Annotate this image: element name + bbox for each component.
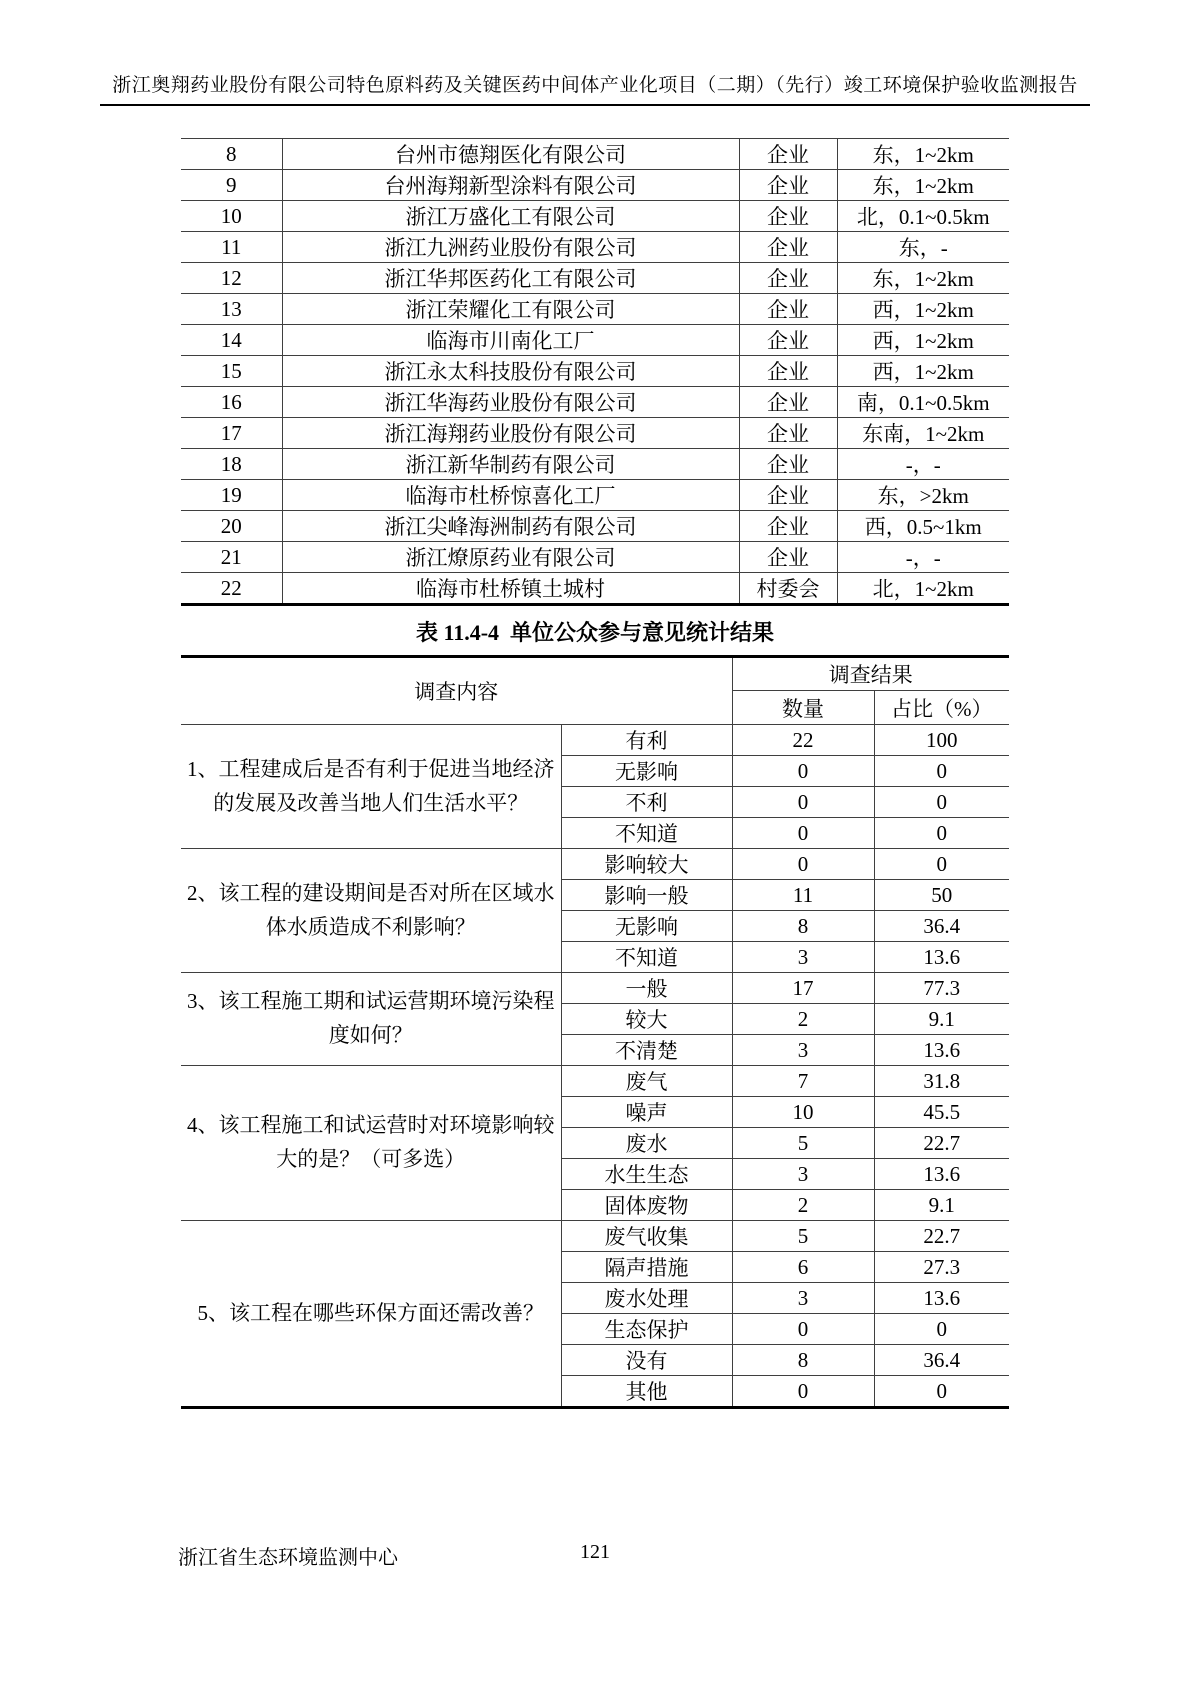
facility-name: 浙江华邦医药化工有限公司 xyxy=(282,263,739,294)
survey-option-label: 不清楚 xyxy=(561,1035,732,1066)
facility-name: 浙江海翔药业股份有限公司 xyxy=(282,418,739,449)
survey-question: 1、工程建成后是否有利于促进当地经济的发展及改善当地人们生活水平？ xyxy=(181,725,561,849)
survey-question: 2、该工程的建设期间是否对所在区域水体水质造成不利影响？ xyxy=(181,849,561,973)
facility-number: 16 xyxy=(181,387,282,418)
survey-option-label: 隔声措施 xyxy=(561,1252,732,1283)
survey-option-count: 6 xyxy=(732,1252,874,1283)
page-number: 121 xyxy=(580,1541,610,1563)
facility-type: 企业 xyxy=(739,232,837,263)
facility-row xyxy=(181,139,1009,170)
facility-number: 10 xyxy=(181,201,282,232)
survey-option-count: 10 xyxy=(732,1097,874,1128)
facility-row xyxy=(181,263,1009,294)
facility-type: 企业 xyxy=(739,356,837,387)
facility-name: 浙江万盛化工有限公司 xyxy=(282,201,739,232)
survey-option-label: 其他 xyxy=(561,1376,732,1408)
facility-type: 企业 xyxy=(739,139,837,170)
facility-name: 台州市德翔医化有限公司 xyxy=(282,139,739,170)
survey-option-count: 22 xyxy=(732,725,874,756)
facility-direction-distance: 西，1~2km xyxy=(837,356,1009,387)
facility-direction-distance: 西，1~2km xyxy=(837,294,1009,325)
survey-option-percent: 0 xyxy=(874,787,1009,818)
facility-name: 浙江华海药业股份有限公司 xyxy=(282,387,739,418)
survey-header-count: 数量 xyxy=(732,691,874,725)
facility-number: 11 xyxy=(181,232,282,263)
facility-direction-distance: 西，1~2km xyxy=(837,325,1009,356)
facility-number: 21 xyxy=(181,542,282,573)
facility-number: 12 xyxy=(181,263,282,294)
facility-type: 企业 xyxy=(739,201,837,232)
facility-direction-distance: 北，1~2km xyxy=(837,573,1009,605)
survey-option-count: 3 xyxy=(732,1159,874,1190)
facility-row xyxy=(181,573,1009,605)
survey-option-label: 不知道 xyxy=(561,942,732,973)
survey-option-percent: 13.6 xyxy=(874,1159,1009,1190)
report-header xyxy=(100,74,1090,106)
survey-option-label: 影响一般 xyxy=(561,880,732,911)
facility-type: 企业 xyxy=(739,418,837,449)
facility-name: 临海市川南化工厂 xyxy=(282,325,739,356)
survey-option-count: 0 xyxy=(732,1314,874,1345)
facility-name: 浙江尖峰海洲制药有限公司 xyxy=(282,511,739,542)
facility-name: 台州海翔新型涂料有限公司 xyxy=(282,170,739,201)
survey-option-percent: 45.5 xyxy=(874,1097,1009,1128)
survey-option-count: 3 xyxy=(732,1283,874,1314)
facility-row xyxy=(181,511,1009,542)
facility-row xyxy=(181,356,1009,387)
survey-row xyxy=(181,1066,1009,1097)
survey-header-row-top xyxy=(181,657,1009,691)
report-header-title: 浙江奥翔药业股份有限公司特色原料药及关键医药中间体产业化项目（二期）（先行）竣工环境保护验收监测报告 xyxy=(112,75,1078,96)
survey-row xyxy=(181,1221,1009,1252)
survey-option-percent: 100 xyxy=(874,725,1009,756)
survey-option-count: 0 xyxy=(732,849,874,880)
survey-option-count: 11 xyxy=(732,880,874,911)
survey-option-label: 影响较大 xyxy=(561,849,732,880)
survey-option-percent: 9.1 xyxy=(874,1004,1009,1035)
facility-type: 企业 xyxy=(739,449,837,480)
facility-name: 浙江新华制药有限公司 xyxy=(282,449,739,480)
facility-number: 15 xyxy=(181,356,282,387)
survey-option-label: 没有 xyxy=(561,1345,732,1376)
survey-option-count: 7 xyxy=(732,1066,874,1097)
survey-question: 3、该工程施工期和试运营期环境污染程度如何？ xyxy=(181,973,561,1066)
survey-option-label: 不知道 xyxy=(561,818,732,849)
survey-option-count: 0 xyxy=(732,756,874,787)
facility-row xyxy=(181,201,1009,232)
survey-option-count: 8 xyxy=(732,1345,874,1376)
survey-row xyxy=(181,725,1009,756)
facility-name: 浙江九洲药业股份有限公司 xyxy=(282,232,739,263)
facility-name: 浙江荣耀化工有限公司 xyxy=(282,294,739,325)
survey-option-percent: 0 xyxy=(874,1314,1009,1345)
survey-option-count: 5 xyxy=(732,1128,874,1159)
survey-question: 4、该工程施工和试运营时对环境影响较大的是？（可多选） xyxy=(181,1066,561,1221)
facility-number: 14 xyxy=(181,325,282,356)
survey-table-body xyxy=(181,657,1009,1408)
facility-direction-distance: 东，1~2km xyxy=(837,170,1009,201)
facility-direction-distance: 东，1~2km xyxy=(837,139,1009,170)
survey-option-label: 废气收集 xyxy=(561,1221,732,1252)
survey-option-percent: 27.3 xyxy=(874,1252,1009,1283)
facility-type: 企业 xyxy=(739,387,837,418)
survey-option-percent: 77.3 xyxy=(874,973,1009,1004)
survey-option-count: 17 xyxy=(732,973,874,1004)
facility-type: 企业 xyxy=(739,325,837,356)
facility-row xyxy=(181,387,1009,418)
facility-direction-distance: 西，0.5~1km xyxy=(837,511,1009,542)
survey-option-percent: 13.6 xyxy=(874,1283,1009,1314)
facility-number: 22 xyxy=(181,573,282,605)
survey-question: 5、该工程在哪些环保方面还需改善？ xyxy=(181,1221,561,1408)
facility-type: 企业 xyxy=(739,480,837,511)
facility-direction-distance: 南，0.1~0.5km xyxy=(837,387,1009,418)
survey-option-label: 有利 xyxy=(561,725,732,756)
facility-name: 临海市杜桥惊喜化工厂 xyxy=(282,480,739,511)
facility-type: 企业 xyxy=(739,263,837,294)
survey-option-label: 不利 xyxy=(561,787,732,818)
footer-organization: 浙江省生态环境监测中心 xyxy=(178,1547,398,1569)
survey-option-label: 无影响 xyxy=(561,911,732,942)
survey-option-percent: 22.7 xyxy=(874,1128,1009,1159)
facility-number: 19 xyxy=(181,480,282,511)
facility-direction-distance: 东，1~2km xyxy=(837,263,1009,294)
facility-row xyxy=(181,294,1009,325)
facility-type: 企业 xyxy=(739,511,837,542)
facility-row xyxy=(181,325,1009,356)
facility-direction-distance: 北，0.1~0.5km xyxy=(837,201,1009,232)
facility-type: 企业 xyxy=(739,542,837,573)
facility-row xyxy=(181,418,1009,449)
survey-option-count: 0 xyxy=(732,1376,874,1408)
survey-option-label: 废水 xyxy=(561,1128,732,1159)
survey-option-label: 水生生态 xyxy=(561,1159,732,1190)
survey-option-label: 一般 xyxy=(561,973,732,1004)
facility-number: 18 xyxy=(181,449,282,480)
survey-header-result: 调查结果 xyxy=(732,657,1009,691)
facility-type: 企业 xyxy=(739,170,837,201)
survey-option-label: 较大 xyxy=(561,1004,732,1035)
facility-name: 浙江永太科技股份有限公司 xyxy=(282,356,739,387)
survey-option-count: 3 xyxy=(732,1035,874,1066)
survey-option-label: 废气 xyxy=(561,1066,732,1097)
facility-direction-distance: 东，- xyxy=(837,232,1009,263)
survey-option-percent: 50 xyxy=(874,880,1009,911)
facility-name: 浙江燎原药业有限公司 xyxy=(282,542,739,573)
survey-option-label: 固体废物 xyxy=(561,1190,732,1221)
facility-row xyxy=(181,449,1009,480)
survey-option-label: 生态保护 xyxy=(561,1314,732,1345)
survey-option-count: 2 xyxy=(732,1004,874,1035)
facility-direction-distance: 东，>2km xyxy=(837,480,1009,511)
facility-row xyxy=(181,542,1009,573)
facility-direction-distance: -，- xyxy=(837,449,1009,480)
survey-option-percent: 13.6 xyxy=(874,942,1009,973)
facility-row xyxy=(181,232,1009,263)
facility-table-body xyxy=(181,139,1009,605)
facility-row xyxy=(181,480,1009,511)
facility-number: 8 xyxy=(181,139,282,170)
survey-option-count: 2 xyxy=(732,1190,874,1221)
survey-header-percent: 占比（%） xyxy=(874,691,1009,725)
survey-row xyxy=(181,849,1009,880)
survey-option-label: 噪声 xyxy=(561,1097,732,1128)
survey-option-percent: 36.4 xyxy=(874,911,1009,942)
survey-option-count: 8 xyxy=(732,911,874,942)
survey-option-percent: 0 xyxy=(874,756,1009,787)
facility-direction-distance: 东南，1~2km xyxy=(837,418,1009,449)
survey-option-count: 3 xyxy=(732,942,874,973)
survey-option-percent: 36.4 xyxy=(874,1345,1009,1376)
facility-name: 临海市杜桥镇土城村 xyxy=(282,573,739,605)
survey-table xyxy=(181,655,1009,1409)
survey-option-percent: 13.6 xyxy=(874,1035,1009,1066)
survey-option-percent: 9.1 xyxy=(874,1190,1009,1221)
facility-table xyxy=(181,138,1009,606)
facility-direction-distance: -，- xyxy=(837,542,1009,573)
survey-option-percent: 0 xyxy=(874,818,1009,849)
facility-type: 企业 xyxy=(739,294,837,325)
survey-option-count: 0 xyxy=(732,818,874,849)
survey-header-content: 调查内容 xyxy=(181,657,732,725)
survey-option-percent: 22.7 xyxy=(874,1221,1009,1252)
facility-number: 20 xyxy=(181,511,282,542)
survey-table-title: 表 11.4-4 单位公众参与意见统计结果 xyxy=(415,620,775,645)
survey-option-percent: 0 xyxy=(874,1376,1009,1408)
survey-option-count: 5 xyxy=(732,1221,874,1252)
survey-option-label: 无影响 xyxy=(561,756,732,787)
facility-number: 9 xyxy=(181,170,282,201)
facility-number: 17 xyxy=(181,418,282,449)
facility-type: 村委会 xyxy=(739,573,837,605)
survey-option-label: 废水处理 xyxy=(561,1283,732,1314)
facility-row xyxy=(181,170,1009,201)
survey-option-percent: 0 xyxy=(874,849,1009,880)
survey-row xyxy=(181,973,1009,1004)
survey-option-percent: 31.8 xyxy=(874,1066,1009,1097)
facility-number: 13 xyxy=(181,294,282,325)
survey-option-count: 0 xyxy=(732,787,874,818)
